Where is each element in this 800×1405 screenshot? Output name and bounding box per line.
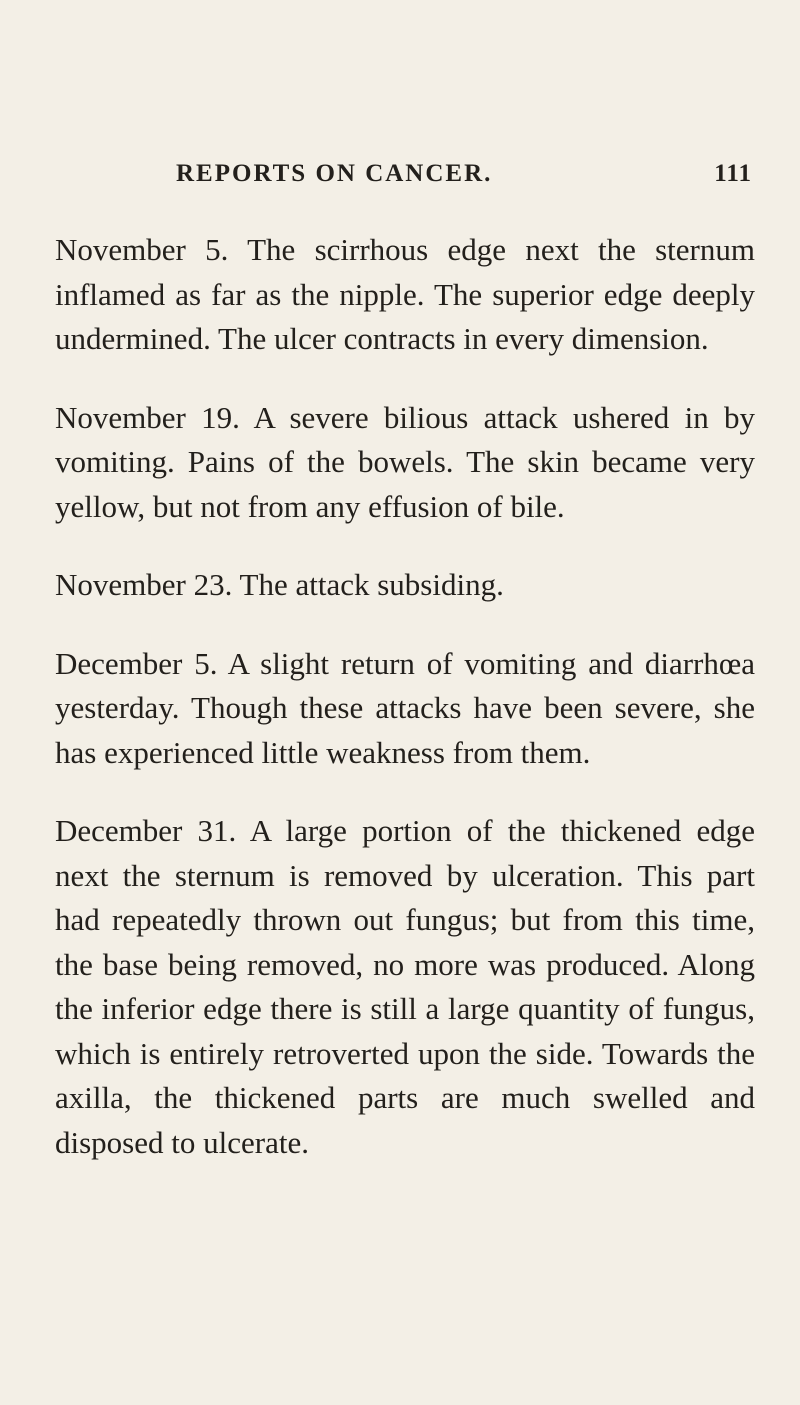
entry-text: A severe bilious attack ushered in by vomiting. Pains of the bowels. The skin became very yellow, but not from any effusion of bile. bbox=[55, 399, 755, 524]
page-body bbox=[55, 228, 755, 1199]
entry-date: November 23. bbox=[55, 567, 233, 602]
running-title: REPORTS ON CANCER. bbox=[176, 160, 493, 187]
entry-text: A large portion of the thickened edge next the sternum is removed by ulceration. This part had repeatedly thrown out fungus; but from this time, the base being removed, no more was produced. Along the inferior edge there is still a large quantity of fungus, which is entirely retroverted upon the side. Towards the axilla, the thickened parts are much swelled and disposed to ulcerate. bbox=[55, 813, 755, 1160]
entry-text: The scirrhous edge next the sternum inflamed as far as the nipple. The superior edge deeply undermined. The ulcer contracts in every dimension. bbox=[55, 232, 755, 356]
entry-date: December 31. bbox=[55, 813, 237, 848]
journal-entry bbox=[55, 396, 755, 530]
entry-date: November 5. bbox=[55, 232, 229, 267]
entry-date: December 5. bbox=[55, 645, 218, 681]
entry-text: A slight return of vomiting and diarrhœa yesterday. Though these attacks have been severe, she has experienced little weakness from them. bbox=[55, 645, 755, 770]
journal-entry bbox=[55, 809, 755, 1165]
journal-entry bbox=[55, 228, 755, 362]
page-number: 111 bbox=[714, 160, 752, 187]
running-head bbox=[176, 160, 752, 200]
entry-text: The attack subsiding. bbox=[239, 567, 504, 602]
journal-entry bbox=[55, 642, 755, 776]
journal-entry bbox=[55, 563, 755, 608]
entry-date: November 19. bbox=[55, 399, 240, 435]
